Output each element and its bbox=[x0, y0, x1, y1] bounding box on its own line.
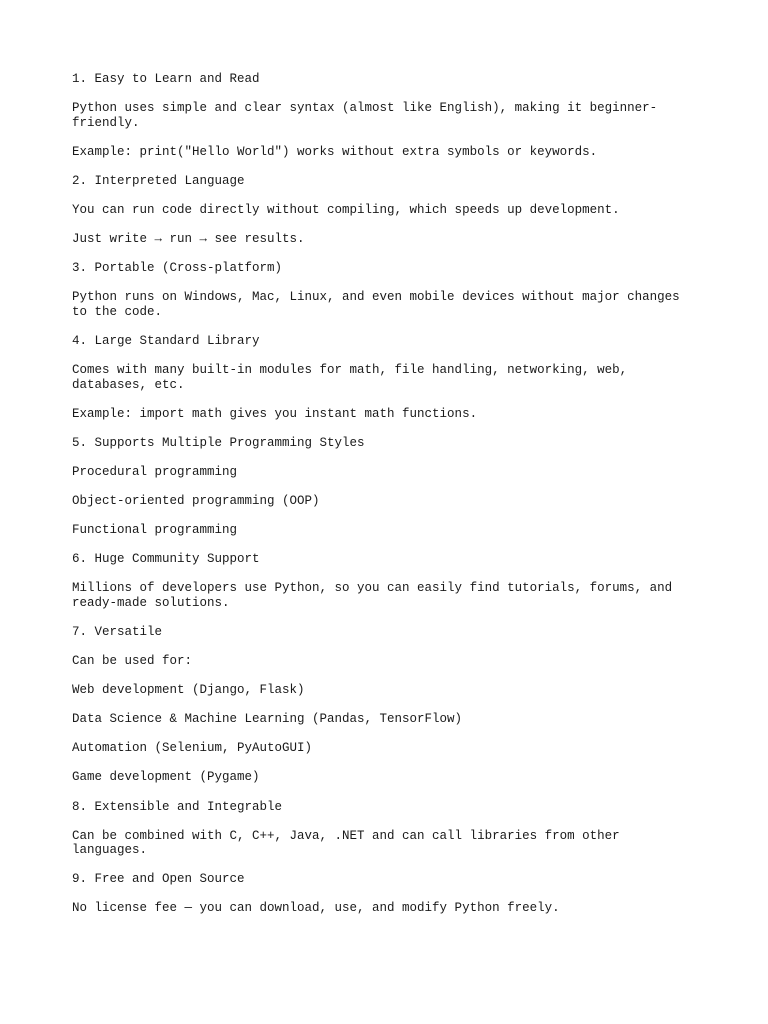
paragraph-write-run-see: Just write → run → see results. bbox=[72, 232, 305, 247]
document-page bbox=[72, 72, 696, 931]
list-item-game-development: Game development (Pygame) bbox=[72, 770, 260, 785]
heading-free-open-source: 9. Free and Open Source bbox=[72, 872, 245, 887]
heading-easy-to-learn: 1. Easy to Learn and Read bbox=[72, 72, 260, 86]
paragraph-import-math-example: Example: import math gives you instant math functions. bbox=[72, 406, 478, 421]
paragraph-run-directly: You can run code directly without compiling, which speeds up development. bbox=[72, 202, 620, 217]
heading-community-support: 6. Huge Community Support bbox=[72, 552, 260, 567]
paragraph-simple-syntax: Python uses simple and clear syntax (almost like English), making it beginner- friendly. bbox=[72, 101, 658, 130]
paragraph-no-license-fee: No license fee — you can download, use, and modify Python freely. bbox=[72, 901, 560, 916]
heading-versatile: 7. Versatile bbox=[72, 624, 163, 639]
list-item-web-development: Web development (Django, Flask) bbox=[72, 683, 305, 698]
paragraph-combined-languages: Can be combined with C, C++, Java, .NET and can call libraries from other languages. bbox=[72, 828, 620, 858]
paragraph-print-example: Example: print("Hello World") works without extra symbols or keywords. bbox=[72, 144, 598, 159]
paragraph-cross-platform: Python runs on Windows, Mac, Linux, and even mobile devices without major changes to the code. bbox=[72, 290, 680, 319]
list-item-procedural: Procedural programming bbox=[72, 464, 238, 479]
heading-interpreted-language: 2. Interpreted Language bbox=[72, 173, 245, 188]
paragraph-can-be-used-for: Can be used for: bbox=[72, 654, 193, 669]
heading-portable: 3. Portable (Cross-platform) bbox=[72, 261, 283, 276]
heading-standard-library: 4. Large Standard Library bbox=[72, 333, 260, 348]
list-item-automation: Automation (Selenium, PyAutoGUI) bbox=[72, 741, 313, 756]
paragraph-millions-developers: Millions of developers use Python, so you can easily find tutorials, forums, and ready-made solutions. bbox=[72, 581, 673, 610]
heading-extensible: 8. Extensible and Integrable bbox=[72, 799, 283, 814]
heading-programming-styles: 5. Supports Multiple Programming Styles bbox=[72, 435, 365, 450]
list-item-functional: Functional programming bbox=[72, 523, 238, 538]
list-item-oop: Object-oriented programming (OOP) bbox=[72, 494, 320, 508]
paragraph-built-in-modules: Comes with many built-in modules for math, file handling, networking, web, databases, etc. bbox=[72, 363, 628, 392]
list-item-data-science: Data Science & Machine Learning (Pandas, TensorFlow) bbox=[72, 712, 463, 727]
